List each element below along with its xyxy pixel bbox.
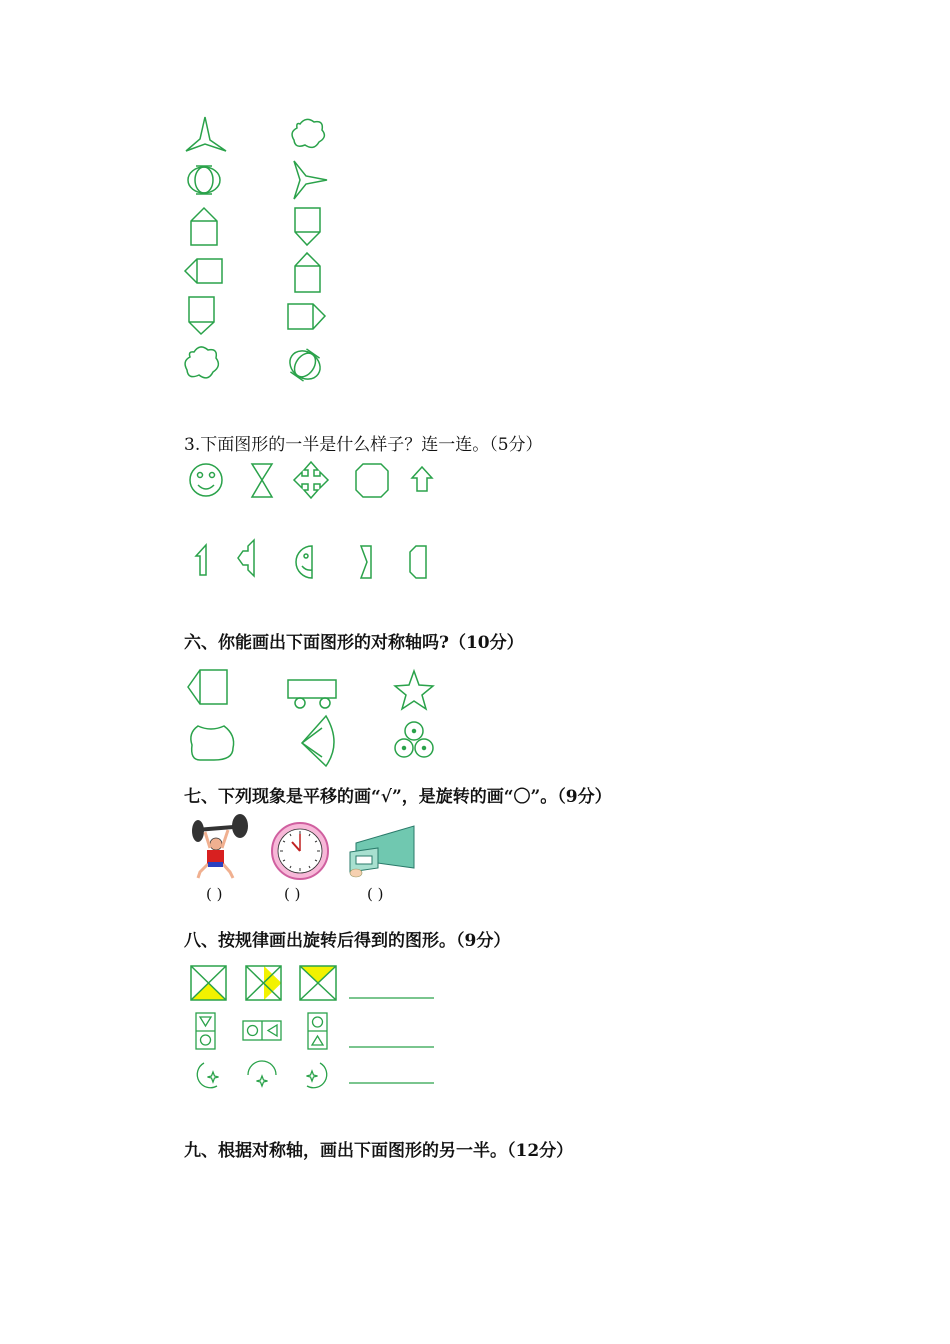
question-3-title: 3.下面图形的一半是什么样子？连一连。（5分）	[184, 435, 543, 455]
moon-star-figure-3	[307, 1063, 327, 1088]
moon-star-figure-2	[248, 1061, 276, 1086]
rotated-square-3	[300, 966, 336, 1000]
answer-blank-1[interactable]: ( )	[206, 885, 223, 903]
answer-blank-2[interactable]: ( )	[284, 885, 301, 903]
section-8-title: 八、按规律画出旋转后得到的图形。（9分）	[184, 931, 511, 951]
section-9-title: 九、根据对称轴，画出下面图形的另一半。（12分）	[184, 1141, 574, 1161]
triangle-circle-card-1	[196, 1013, 215, 1049]
section-7-title: 七、下列现象是平移的画“√”，是旋转的画“〇”。（9分）	[184, 787, 612, 807]
triangle-circle-card-3	[308, 1013, 327, 1049]
section-6-title: 六、你能画出下面图形的对称轴吗?（10分）	[184, 633, 524, 653]
answer-blank-3[interactable]: ( )	[367, 885, 384, 903]
rotated-square-2	[246, 966, 282, 1000]
rotated-square-1	[191, 966, 226, 1000]
moon-star-figure-1	[197, 1063, 218, 1088]
triangle-circle-card-2	[243, 1021, 281, 1040]
